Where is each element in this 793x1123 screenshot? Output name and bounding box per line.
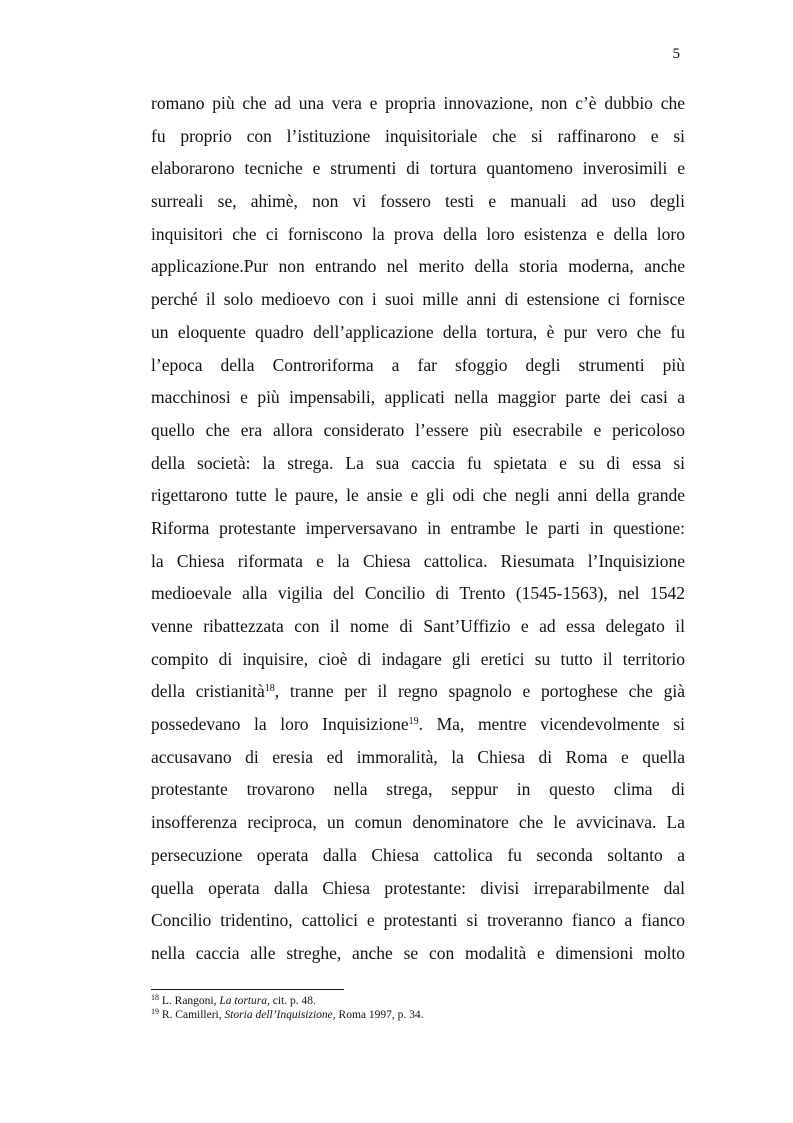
- text-line: inquisitori che ci forniscono la prova della loro esistenza e della loro: [151, 223, 685, 244]
- text-line: venne ribattezzata con il nome di Sant’Uffizio e ad essa delegato il: [151, 616, 685, 636]
- text-line: perché il solo medioevo con i suoi mille anni di estensione ci fornisce: [151, 289, 685, 310]
- text-line-with-footnote-ref: [151, 708, 685, 741]
- text-fragment: . Ma, mentre vicendevolmente si: [418, 714, 685, 735]
- text-line: la Chiesa riformata e la Chiesa cattolica. Riesumata l’Inquisizione: [151, 550, 685, 571]
- body-text: [151, 87, 685, 970]
- text-line: protestante trovarono nella strega, seppur in questo clima di: [151, 779, 685, 800]
- text-line: romano più che ad una vera e propria innovazione, non c’è dubbio che: [151, 93, 685, 113]
- footnote-number: 18: [151, 993, 159, 1002]
- text-line: un eloquente quadro dell’applicazione della tortura, è pur vero che fu: [151, 321, 685, 342]
- footnote-author: L. Rangoni,: [161, 995, 220, 1007]
- text-line: elaborarono tecniche e strumenti di tortura quantomeno inverosimili e: [151, 158, 685, 179]
- text-line: della società: la strega. La sua caccia fu spietata e su di essa si: [151, 452, 685, 473]
- text-fragment: della cristianità: [151, 681, 265, 702]
- text-line: l’epoca della Controriforma a far sfoggio degli strumenti più: [151, 354, 685, 375]
- text-line: rigettarono tutte le paure, le ansie e gli odi che negli anni della grande: [151, 485, 685, 506]
- text-line: quello che era allora considerato l’essere più esecrabile e pericoloso: [151, 419, 685, 440]
- text-line: medioevale alla vigilia del Concilio di Trento (1545-1563), nel 1542: [151, 583, 685, 604]
- text-line: accusavano di eresia ed immoralità, la Chiesa di Roma e quella: [151, 746, 685, 767]
- text-line: compito di inquisire, cioè di indagare gli eretici su tutto il territorio: [151, 648, 685, 669]
- text-line: fu proprio con l’istituzione inquisitoriale che si raffinarono e si: [151, 125, 685, 146]
- text-line: persecuzione operata dalla Chiesa cattolica fu seconda soltanto a: [151, 844, 685, 865]
- footnote-18: [151, 994, 685, 1008]
- footnote-author: R. Camilleri,: [161, 1009, 225, 1021]
- text-line-with-footnote-ref: [151, 675, 685, 708]
- footnote-separator: [151, 989, 344, 990]
- footnotes: [151, 994, 685, 1022]
- text-line: quella operata dalla Chiesa protestante: divisi irreparabilmente dal: [151, 877, 685, 898]
- footnote-19: [151, 1008, 685, 1022]
- text-line: macchinosi e più impensabili, applicati nella maggior parte dei casi a: [151, 387, 685, 408]
- text-fragment: , tranne per il regno spagnolo e portoghese che già: [274, 681, 685, 702]
- footnote-citation: cit. p. 48.: [269, 995, 316, 1007]
- text-line: Riforma protestante imperversavano in entrambe le parti in questione:: [151, 517, 685, 538]
- text-line: surreali se, ahimè, non vi fossero testi e manuali ad uso degli: [151, 191, 685, 212]
- page-number: 5: [672, 46, 680, 62]
- footnote-ref-18[interactable]: 18: [264, 683, 275, 695]
- text-line: nella caccia alle streghe, anche se con modalità e dimensioni molto: [151, 942, 685, 963]
- footnote-title: Storia dell’Inquisizione,: [224, 1009, 336, 1021]
- footnote-ref-19[interactable]: 19: [408, 716, 419, 728]
- text-fragment: possedevano la loro Inquisizione: [151, 714, 409, 735]
- text-line: Concilio tridentino, cattolici e protestanti si troveranno fianco a fianco: [151, 910, 685, 931]
- footnote-title: La tortura,: [219, 995, 270, 1007]
- footnote-citation: Roma 1997, p. 34.: [335, 1009, 424, 1021]
- text-line: applicazione.Pur non entrando nel merito della storia moderna, anche: [151, 256, 685, 277]
- footnote-number: 19: [151, 1007, 159, 1016]
- text-line: insofferenza reciproca, un comun denominatore che le avvicinava. La: [151, 812, 685, 833]
